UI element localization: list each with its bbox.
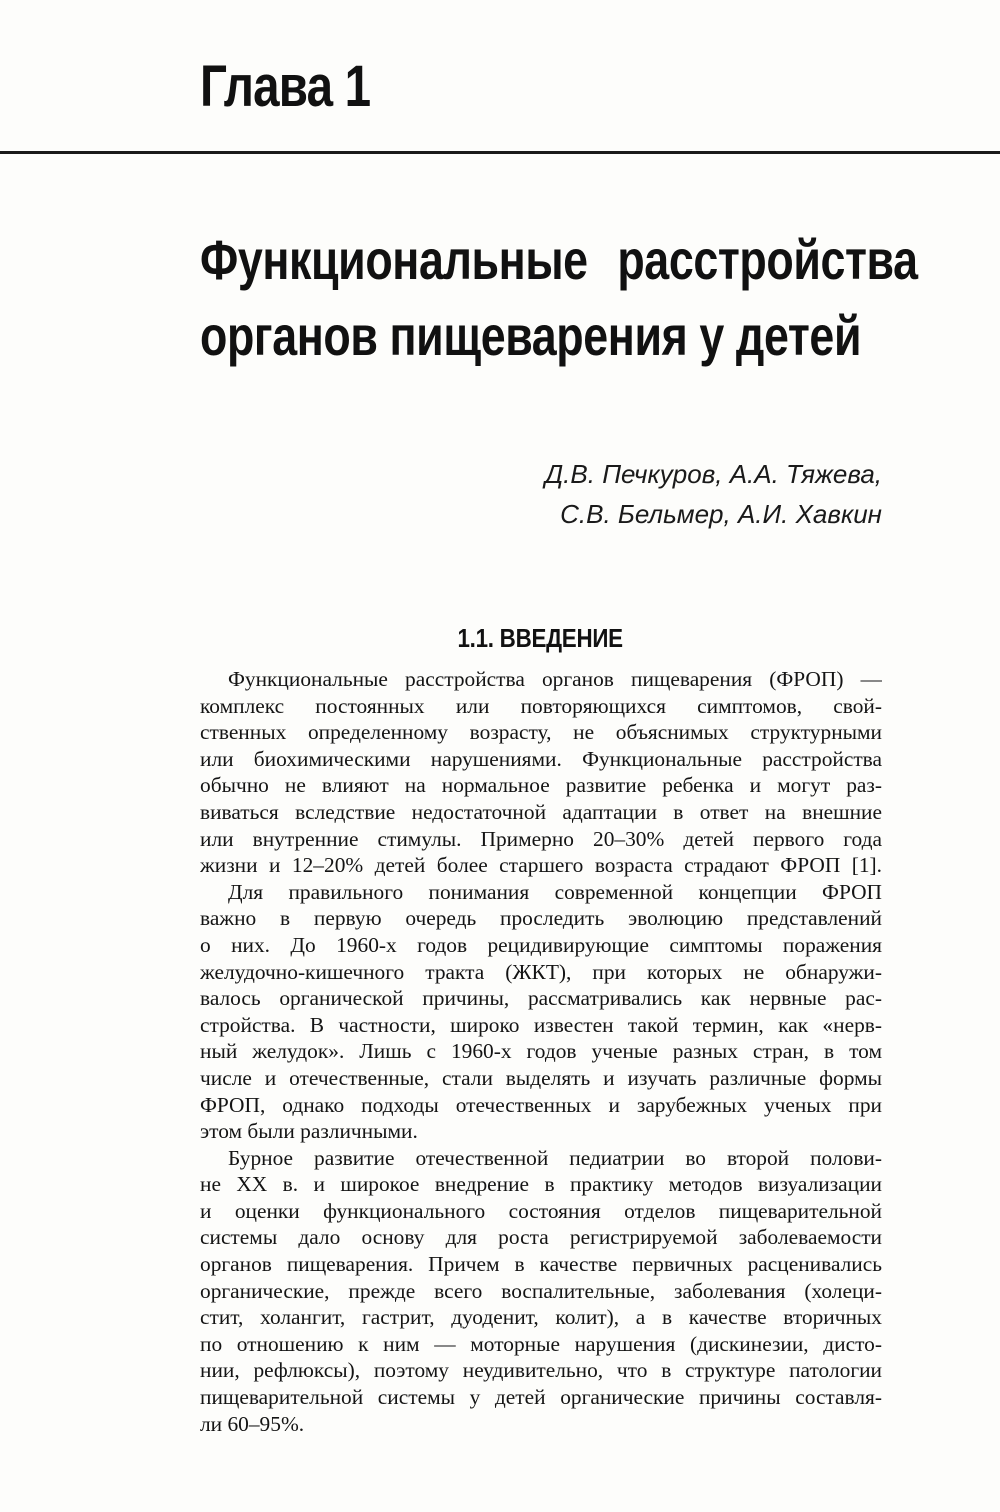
text-line: пищеварительной системы у детей органические причины составля-: [200, 1385, 882, 1410]
text-line: нии, рефлюксы), поэтому неудивительно, что в структуре патологии: [200, 1358, 882, 1383]
text-line: числе и отечественные, стали выделять и изучать различные формы: [200, 1065, 882, 1090]
authors-line: Д.В. Печкуров, А.А. Тяжева,: [544, 459, 882, 489]
chapter-divider: [0, 151, 1000, 154]
chapter-title-line: Функциональные расстройства: [200, 228, 918, 291]
paragraph: [200, 666, 882, 879]
text-line: ный желудок». Лишь с 1960-х годов ученые разных стран, в том: [200, 1039, 882, 1064]
text-line: по отношению к ним — моторные нарушения (дискинезии, дисто-: [200, 1331, 882, 1356]
text-line: системы дало основу для роста регистрируемой заболеваемости: [200, 1225, 882, 1250]
text-line: ственных определенному возрасту, не объяснимых структурными: [200, 720, 882, 745]
paragraph: [200, 879, 882, 1145]
chapter-title-line: органов пищеварения у детей: [200, 304, 862, 367]
paragraph: [200, 1145, 882, 1438]
chapter-label: Глава 1: [200, 54, 371, 119]
authors-block: [545, 454, 882, 534]
text-line: важно в первую очередь проследить эволюцию представлений: [200, 906, 882, 931]
text-line: органов пищеварения. Причем в качестве первичных расценивались: [200, 1252, 882, 1277]
text-line: и оценки функционального состояния отделов пищеварительной: [200, 1198, 882, 1223]
text-line: Для правильного понимания современной концепции ФРОП: [228, 879, 882, 904]
section-heading: [200, 622, 880, 654]
text-line: о них. До 1960-х годов рецидивирующие симптомы поражения: [200, 932, 882, 957]
text-line: комплекс постоянных или повторяющихся симптомов, свой-: [200, 693, 882, 718]
body-text: [200, 666, 882, 1437]
text-line: не XX в. и широкое внедрение в практику методов визуализации: [200, 1172, 882, 1197]
text-line: или биохимическими нарушениями. Функциональные расстройства: [200, 746, 882, 771]
text-line: ли 60–95%.: [200, 1411, 305, 1436]
text-line: обычно не влияют на нормальное развитие ребенка и могут раз-: [200, 773, 882, 798]
text-line: стит, холангит, гастрит, дуоденит, колит), а в качестве вторичных: [200, 1305, 882, 1330]
text-line: Функциональные расстройства органов пищеварения (ФРОП) —: [228, 667, 882, 691]
text-line: Бурное развитие отечественной педиатрии во второй полови-: [228, 1145, 882, 1170]
text-line: желудочно-кишечного тракта (ЖКТ), при которых не обнаружи-: [200, 959, 882, 984]
text-line: ФРОП, однако подходы отечественных и зарубежных ученых при: [200, 1092, 882, 1117]
text-line: органические, прежде всего воспалительные, заболевания (холеци-: [200, 1278, 882, 1303]
chapter-title: [200, 222, 918, 374]
text-line: виваться вследствие недостаточной адаптации в ответ на внешние: [200, 799, 882, 824]
text-line: валось органической причины, рассматривались как нервные рас-: [200, 986, 882, 1011]
authors-line: С.В. Бельмер, А.И. Хавкин: [560, 499, 882, 529]
text-line: или внутренние стимулы. Примерно 20–30% детей первого года: [200, 826, 882, 851]
text-line: стройства. В частности, широко известен такой термин, как «нерв-: [200, 1012, 882, 1037]
text-line: этом были различными.: [200, 1119, 418, 1144]
text-line: жизни и 12–20% детей более старшего возраста страдают ФРОП [1].: [200, 853, 882, 878]
section-heading-text: 1.1. ВВЕДЕНИЕ: [457, 623, 623, 653]
